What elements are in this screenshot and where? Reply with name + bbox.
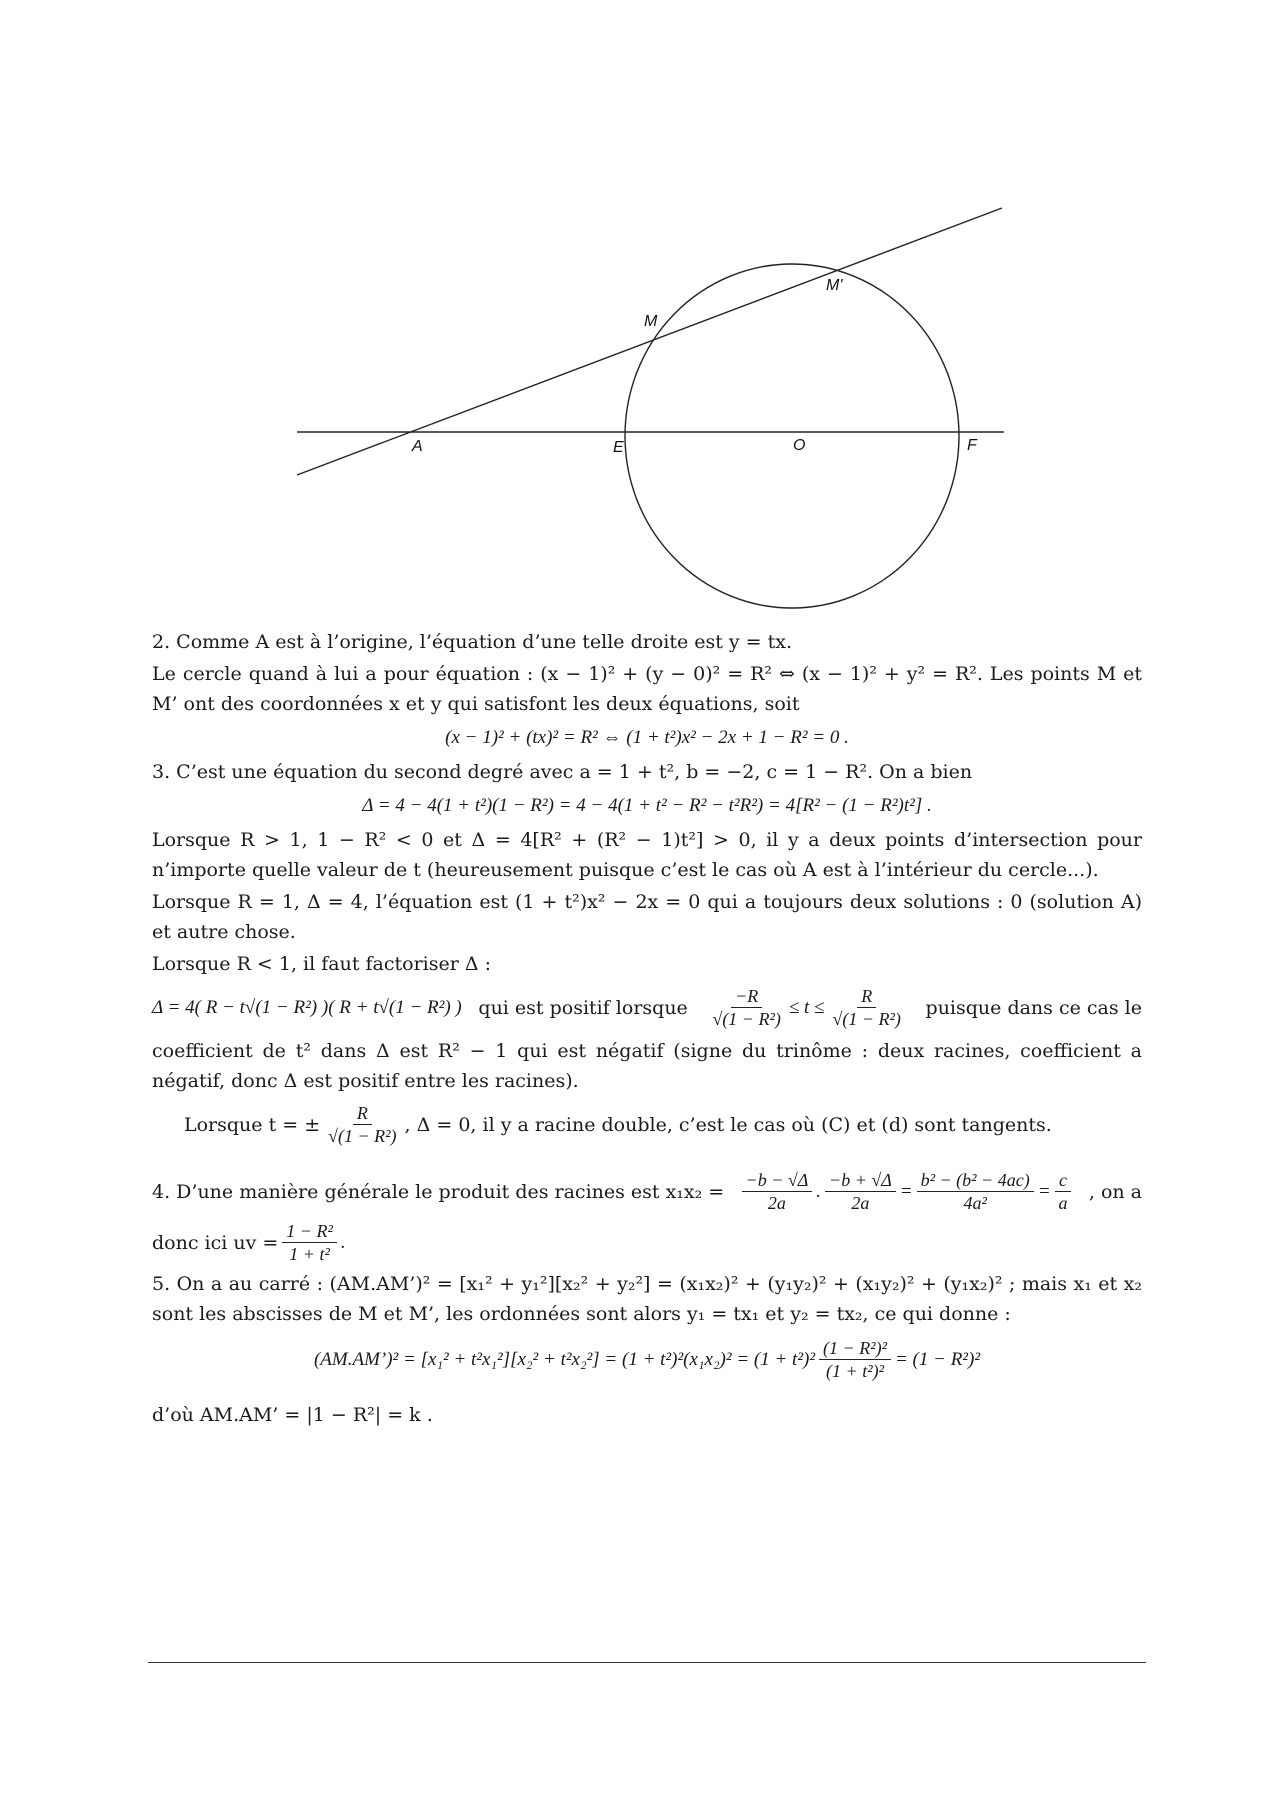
equation-2: (x − 1)² + (tx)² = R² ⇔ (1 + t²)x² − 2x + 1 − R² = 0 . [445, 727, 849, 748]
fraction-numerator: −b + √Δ [825, 1169, 896, 1192]
label-M: M [644, 313, 658, 330]
fraction-numerator: R [857, 985, 876, 1008]
since-text: puisque dans ce cas le [925, 996, 1142, 1019]
uv-row: donc ici uv = $\frac{\text{1 − R²}}{\text{1 + t²}}$ . [152, 1221, 346, 1264]
paragraph-3-coefficient: coefficient de t² dans Δ est R² − 1 qui est négatif (signe du trinôme : deux racines, coefficient a négatif, donc Δ est positif entre les racines). [152, 1040, 1142, 1092]
paragraph-3-case-r-greater-1: Lorsque R > 1, 1 − R² < 0 et Δ = 4[R² + (R² − 1)t²] > 0, il y a deux points d’intersection pour n’importe quelle valeur de t (heureusement puisque c’est le cas où A est à l’intérieur du cercle...). [152, 829, 1142, 881]
label-A: A [412, 438, 423, 455]
fraction-denominator: √(1 − R²) [832, 1009, 901, 1029]
factorization-row [152, 985, 1142, 1030]
fraction-denominator: √(1 − R²) [712, 1009, 781, 1029]
fraction-numerator: 1 − R² [282, 1220, 337, 1243]
paragraph-3-case-r-less-1: Lorsque R < 1, il faut factoriser Δ : [152, 953, 492, 975]
secant-line [297, 208, 1002, 475]
product-expanded-fraction [917, 1169, 1034, 1214]
equation-3: Δ = 4 − 4(1 + t²)(1 − R²) = 4 − 4(1 + t² − R² − t²R²) = 4[R² − (1 − R²)t²] . [362, 795, 932, 816]
root-2-fraction [825, 1169, 896, 1214]
circle [625, 264, 959, 608]
product-fractions: $\frac{-b - √\Delta}{2a}$ . $\frac{-b + √\Delta}{2a}$ = $\frac{\text{b² − (b² − 4ac)}}{\text{4a²}}$ = $\frac{c}{a}$ [738, 1169, 1076, 1214]
equation-5 [152, 1337, 1142, 1382]
paragraph-3-line1: 3. C’est une équation du second degré avec a = 1 + t², b = −2, c = 1 − R². On a bien [152, 761, 973, 783]
tangent-case [152, 1102, 1142, 1147]
fraction-denominator: 2a [851, 1193, 870, 1213]
fraction-denominator: 2a [767, 1193, 786, 1213]
uv-text: donc ici uv = [152, 1231, 279, 1254]
paragraph-4-post: , on a [1088, 1180, 1142, 1203]
label-E: E [613, 439, 624, 456]
fraction-denominator: a [1058, 1193, 1068, 1213]
paragraph-4-pre: 4. D’une manière générale le produit des racines est x₁x₂ = [152, 1180, 725, 1203]
tangent-pre: Lorsque t = ± [184, 1113, 321, 1136]
uv-fraction [282, 1220, 337, 1265]
equation-5-fraction [819, 1337, 891, 1382]
paragraph-5: 5. On a au carré : (AM.AM’)² = [x₁² + y₁²][x₂² + y₂²] = (x₁x₂)² + (y₁y₂)² + (x₁y₂)² + (y₁x₂)² ; mais x₁ et x₂ sont les abscisses de M et M’, les ordonnées sont alors y₁ = tx₁ et y₂ = tx₂, ce qui donne : [152, 1273, 1142, 1325]
paragraph-2-line2: Le cercle quand à lui a pour équation : (x − 1)² + (y − 0)² = R² ⇔ (x − 1)² + y² = R². Les points M et M’ ont des coordonnées x et y qui satisfont les deux équations, soit [152, 663, 1142, 715]
fraction-numerator: b² − (b² − 4ac) [917, 1169, 1034, 1192]
tangent-post: , Δ = 0, il y a racine double, c’est le cas où (C) et (d) sont tangents. [404, 1113, 1052, 1136]
label-O: O [793, 437, 806, 454]
paragraph-2-line1: 2. Comme A est à l’origine, l’équation d’une telle droite est y = tx. [152, 631, 793, 653]
inequality [704, 985, 908, 1030]
equation-5-right: = (1 − R²)² [894, 1348, 981, 1370]
final-result: d’où AM.AM’ = |1 − R²| = k . [152, 1404, 433, 1426]
fraction-denominator: 1 + t² [289, 1244, 330, 1264]
paragraph-3-case-r-equal-1: Lorsque R = 1, Δ = 4, l’équation est (1 + t²)x² − 2x = 0 qui a toujours deux solutions : 0 (solution A) et autre chose. [152, 891, 1142, 943]
fraction-numerator: c [1055, 1169, 1071, 1192]
solution-text [152, 627, 1142, 1432]
inequality-middle: ≤ t ≤ [788, 996, 825, 1018]
fraction-denominator: √(1 − R²) [328, 1126, 397, 1146]
inequality-right-fraction [828, 985, 904, 1030]
inequality-left-fraction [708, 985, 784, 1030]
label-F: F [967, 437, 977, 454]
tangent-fraction [324, 1102, 400, 1147]
fraction-denominator: 4a² [963, 1193, 987, 1213]
fraction-numerator: −b − √Δ [742, 1169, 813, 1192]
root-1-fraction [742, 1169, 813, 1214]
fraction-numerator: R [353, 1102, 372, 1125]
geometry-figure [0, 0, 1280, 640]
delta-factorization: Δ = 4( R − t√(1 − R²) )( R + t√(1 − R²) ) [152, 996, 462, 1018]
fraction-numerator: (1 − R²)² [819, 1337, 891, 1360]
fraction-numerator: −R [731, 985, 762, 1008]
footer-rule [148, 1662, 1146, 1663]
c-over-a-fraction [1055, 1169, 1072, 1214]
product-of-roots-row [152, 1169, 1142, 1214]
equation-5-left: (AM.AM’)² = [x₁² + t²x₁²][x₂² + t²x₂²] = (1 + t²)²(x₁x₂)² = (1 + t²)² [313, 1348, 816, 1370]
label-M-prime: M' [826, 277, 843, 294]
fraction-denominator: (1 + t²)² [826, 1361, 884, 1381]
positive-when-text: qui est positif lorsque [478, 996, 688, 1019]
